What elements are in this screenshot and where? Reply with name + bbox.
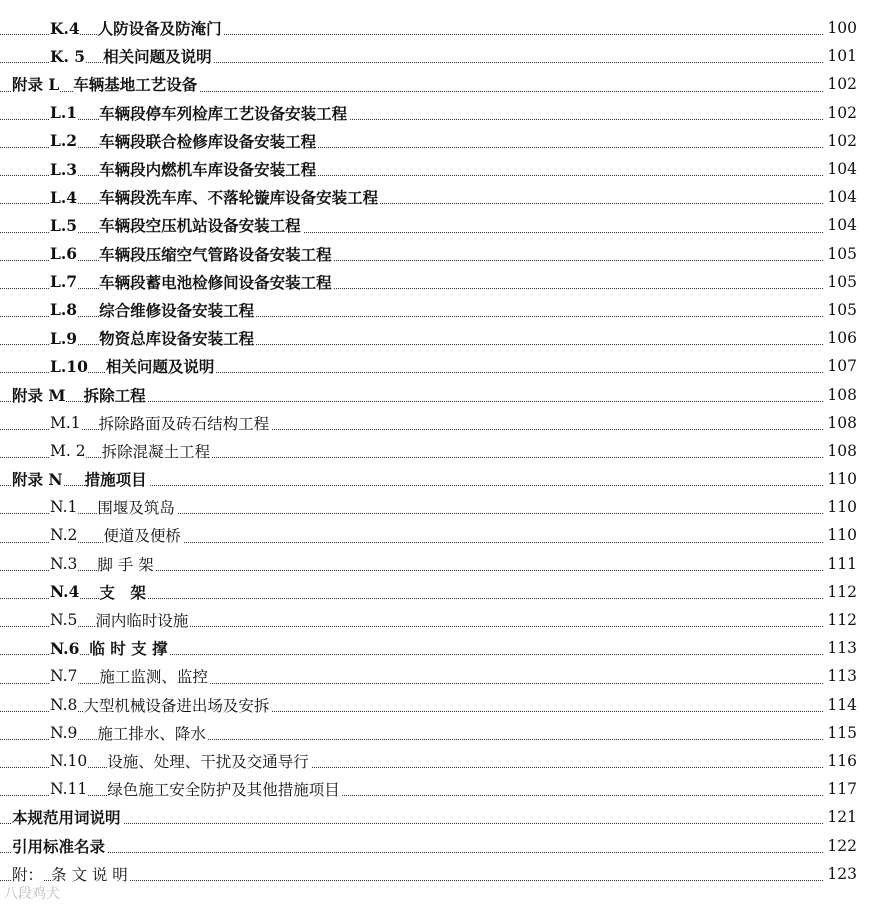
toc-entry-page: 100: [824, 19, 857, 37]
toc-entry[interactable]: [0, 268, 871, 296]
toc-entry-page: 105: [824, 301, 857, 319]
toc-entry-page: 113: [824, 667, 857, 685]
toc-entry-title: 大型机械设备进出场及安拆: [83, 694, 271, 716]
toc-entry-title: 物资总库设备安装工程: [99, 329, 255, 349]
toc-entry[interactable]: [0, 127, 871, 155]
toc-entry-page: 105: [824, 245, 857, 263]
toc-entry-number: N.2: [50, 526, 78, 545]
toc-entry-number: 附录 M: [12, 385, 66, 405]
toc-entry-number: L.2: [50, 131, 78, 151]
toc-entry-page: 110: [824, 498, 857, 516]
toc-entry-page: 107: [824, 357, 857, 375]
toc-entry-title: 拆除路面及砖石结构工程: [99, 412, 272, 434]
toc-entry[interactable]: [0, 14, 871, 42]
toc-entry-page: 112: [824, 611, 857, 629]
toc-entry-number: 附录 N: [12, 470, 63, 490]
toc-entry[interactable]: [0, 465, 871, 493]
toc-entry-number: M.1: [50, 413, 81, 432]
toc-entry[interactable]: [0, 634, 871, 662]
toc-entry[interactable]: [0, 578, 871, 606]
toc-entry-number: M. 2: [50, 441, 86, 460]
toc-entry[interactable]: [0, 860, 871, 888]
toc-entry[interactable]: [0, 662, 871, 690]
toc-entry-number: N.3: [50, 554, 78, 573]
toc-entry-title: 设施、处理、干扰及交通导行: [107, 750, 311, 772]
toc-entry[interactable]: [0, 493, 871, 521]
toc-entry-page: 116: [824, 752, 857, 770]
toc-entry-number: L.3: [50, 159, 78, 179]
toc-entry-page: 112: [824, 583, 857, 601]
toc-entry-number: N.4: [50, 582, 80, 602]
toc-entry[interactable]: [0, 550, 871, 578]
toc-entry-page: 111: [824, 555, 857, 573]
toc-entry-number: N.7: [50, 667, 78, 686]
toc-entry-page: 104: [824, 188, 857, 206]
toc-entry[interactable]: [0, 70, 871, 98]
toc-entry-page: 102: [824, 75, 857, 93]
toc-entry-title: 车辆段空压机站设备安装工程: [99, 216, 301, 236]
toc-entry-title: 车辆段蓄电池检修间设备安装工程: [99, 272, 332, 292]
toc-entry-title: 便道及便桥: [103, 524, 183, 546]
toc-entry-number: N.10: [50, 751, 88, 770]
toc-entry-title: 人防设备及防淹门: [97, 19, 222, 39]
toc-entry-page: 108: [824, 414, 857, 432]
toc-entry-number: N.6: [50, 638, 80, 658]
toc-entry[interactable]: [0, 719, 871, 747]
toc-entry-page: 110: [824, 470, 857, 488]
toc-entry-number: K.4: [50, 18, 80, 38]
toc-entry[interactable]: [0, 324, 871, 352]
toc-entry-page: 117: [824, 780, 857, 798]
toc-entry-title: 综合维修设备安装工程: [99, 300, 255, 320]
toc-entry-title: 引用标准名录: [12, 836, 106, 856]
toc-entry-page: 110: [824, 526, 857, 544]
toc-entry-title: 车辆基地工艺设备: [73, 75, 198, 95]
toc-entry-page: 108: [824, 442, 857, 460]
toc-entry-title: 洞内临时设施: [95, 609, 190, 631]
toc-entry-number: N.9: [50, 723, 78, 742]
toc-entry-title: 车辆段停车列检库工艺设备安装工程: [99, 103, 348, 123]
toc-entry-page: 102: [824, 104, 857, 122]
toc-entry-number: L.6: [50, 244, 78, 264]
toc-entry-title: 措施项目: [84, 470, 147, 490]
toc-entry-page: 106: [824, 329, 857, 347]
toc-entry-title: 相关问题及说明: [103, 47, 212, 67]
toc-entry-title: 车辆段压缩空气管路设备安装工程: [99, 244, 332, 264]
toc-entry-page: 101: [824, 47, 857, 65]
toc-entry-number: 附录 L: [12, 75, 60, 95]
toc-entry-number: 附：: [12, 863, 43, 885]
toc-entry-title: 拆除工程: [83, 385, 146, 405]
toc-entry-page: 114: [824, 696, 857, 714]
toc-entry[interactable]: [0, 296, 871, 324]
toc-entry-number: L.1: [50, 103, 78, 123]
toc-entry-title: 施工排水、降水: [97, 722, 208, 744]
toc-entry[interactable]: [0, 521, 871, 549]
table-of-contents: [0, 14, 871, 888]
toc-entry-number: N.11: [50, 780, 88, 799]
toc-entry-title: 车辆段内燃机车库设备安装工程: [99, 160, 317, 180]
toc-entry[interactable]: [0, 352, 871, 380]
toc-entry[interactable]: [0, 211, 871, 239]
toc-entry-title: 本规范用词说明: [12, 808, 121, 828]
toc-entry-title: 临 时 支 撑: [89, 639, 168, 659]
toc-entry-page: 108: [824, 386, 857, 404]
toc-entry-number: K. 5: [50, 46, 86, 66]
toc-entry-title: 拆除混凝土工程: [102, 440, 213, 462]
toc-entry-title: 车辆段洗车库、不落轮镟库设备安装工程: [99, 188, 379, 208]
toc-entry[interactable]: [0, 155, 871, 183]
toc-entry[interactable]: [0, 691, 871, 719]
dot-leader: [0, 823, 827, 824]
toc-entry[interactable]: [0, 775, 871, 803]
toc-entry[interactable]: [0, 240, 871, 268]
toc-entry[interactable]: [0, 803, 871, 831]
toc-entry-page: 104: [824, 216, 857, 234]
toc-entry-number: L.4: [50, 187, 78, 207]
toc-entry-page: 105: [824, 273, 857, 291]
toc-entry-title: 脚 手 架: [97, 553, 155, 575]
toc-entry[interactable]: [0, 183, 871, 211]
toc-entry-page: 123: [824, 865, 857, 883]
toc-entry[interactable]: [0, 42, 871, 70]
toc-entry-number: L.10: [50, 356, 88, 376]
toc-entry-page: 104: [824, 160, 857, 178]
toc-entry[interactable]: [0, 409, 871, 437]
toc-entry-title: 施工监测、监控: [99, 665, 210, 687]
toc-entry[interactable]: [0, 831, 871, 859]
toc-entry[interactable]: [0, 747, 871, 775]
toc-entry-number: L.5: [50, 215, 78, 235]
toc-entry-page: 121: [824, 808, 857, 826]
toc-entry-title: 车辆段联合检修库设备安装工程: [99, 131, 317, 151]
toc-entry[interactable]: [0, 606, 871, 634]
toc-entry[interactable]: [0, 380, 871, 408]
watermark: 八段鸡犬: [4, 886, 60, 902]
toc-entry-title: 相关问题及说明: [105, 357, 215, 377]
toc-entry-page: 122: [824, 837, 857, 855]
toc-entry-number: N.8: [50, 695, 78, 714]
toc-entry-title: 围堰及筑岛: [97, 496, 177, 518]
toc-entry-page: 115: [824, 724, 857, 742]
toc-entry-number: L.9: [50, 328, 78, 348]
toc-entry-number: L.8: [50, 300, 78, 320]
toc-entry-title: 条 文 说 明: [51, 863, 130, 885]
toc-entry[interactable]: [0, 99, 871, 127]
toc-entry-title: 绿色施工安全防护及其他措施项目: [107, 778, 342, 800]
toc-entry-number: N.1: [50, 498, 78, 517]
toc-entry-title: 支 架: [99, 582, 146, 602]
toc-entry-page: 113: [824, 639, 857, 657]
toc-entry-number: N.5: [50, 611, 78, 630]
toc-entry-page: 102: [824, 132, 857, 150]
toc-entry-number: L.7: [50, 272, 78, 292]
toc-entry[interactable]: [0, 437, 871, 465]
dot-leader: [0, 852, 827, 853]
